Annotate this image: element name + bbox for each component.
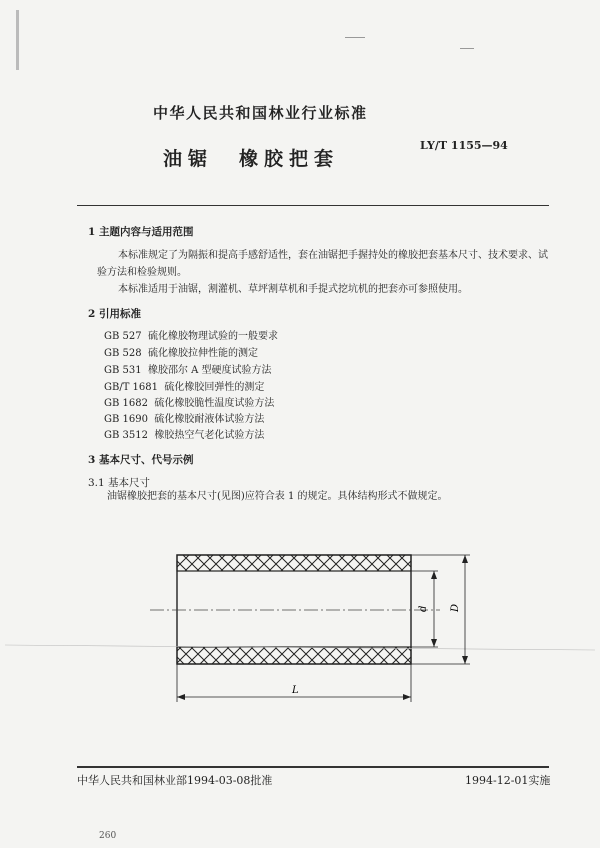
reference-name: 硫化橡胶物理试验的一般要求 xyxy=(147,331,278,342)
reference-item xyxy=(104,363,272,379)
scan-line xyxy=(5,645,595,650)
arrow-head xyxy=(462,656,468,664)
reference-item xyxy=(104,412,264,428)
inner-diameter-label: d xyxy=(418,605,429,612)
section-1-paragraph-1-line-1: 本标准规定了为隔振和提高手感舒适性，套在油锯把手握持处的橡胶把套基本尺寸、技术要求、试 xyxy=(118,250,548,261)
reference-name: 硫化橡胶脆性温度试验方法 xyxy=(154,398,275,409)
scan-mark xyxy=(345,37,365,38)
section-1-heading: 1 主题内容与适用范围 xyxy=(88,226,194,238)
section-3-heading: 3 基本尺寸、代号示例 xyxy=(88,454,194,466)
arrow-head xyxy=(462,555,468,563)
reference-name: 橡胶邵尔 A 型硬度试验方法 xyxy=(147,365,272,376)
reference-item xyxy=(104,428,264,444)
arrow-head xyxy=(431,571,437,579)
footer-rule xyxy=(77,766,549,768)
reference-item xyxy=(104,329,278,345)
reference-code: GB 3512 xyxy=(104,430,148,441)
document-title xyxy=(163,144,339,171)
outer-diameter-label: D xyxy=(450,603,461,612)
section-1-paragraph-1-line-2: 验方法和检验规则。 xyxy=(97,267,187,278)
reference-name: 硫化橡胶回弹性的测定 xyxy=(164,382,265,393)
reference-code: GB/T 1681 xyxy=(104,382,159,393)
standard-code: LY/T 1155—94 xyxy=(420,139,508,152)
header-rule xyxy=(77,205,549,206)
reference-item xyxy=(104,346,258,362)
approval-note: 中华人民共和国林业部1994-03-08批准 xyxy=(77,774,273,787)
title-part-2: 橡胶把套 xyxy=(239,148,340,170)
length-label: L xyxy=(292,685,299,696)
scan-mark xyxy=(460,48,474,49)
issuing-authority: 中华人民共和国林业行业标准 xyxy=(153,104,368,122)
sleeve-top-wall xyxy=(177,555,411,571)
reference-code: GB 528 xyxy=(104,348,142,359)
reference-code: GB 1690 xyxy=(104,414,148,425)
scan-mark xyxy=(16,10,19,70)
sleeve-outline xyxy=(177,555,411,664)
arrow-head xyxy=(403,694,411,700)
reference-code: GB 527 xyxy=(104,331,142,342)
effective-date: 1994-12-01实施 xyxy=(465,774,551,787)
sleeve-bottom-wall xyxy=(177,647,411,664)
reference-item xyxy=(104,380,264,396)
reference-code: GB 1682 xyxy=(104,398,148,409)
page-number: 260 xyxy=(99,831,117,841)
title-part-1: 油锯 xyxy=(163,148,214,170)
section-3-1-paragraph: 油锯橡胶把套的基本尺寸(见图)应符合表 1 的规定。具体结构形式不做规定。 xyxy=(107,491,448,502)
reference-item xyxy=(104,396,274,412)
reference-name: 硫化橡胶拉伸性能的测定 xyxy=(147,348,258,359)
arrow-head xyxy=(431,639,437,647)
section-2-heading: 2 引用标准 xyxy=(88,308,141,320)
arrow-head xyxy=(177,694,185,700)
section-3-1-heading: 3.1 基本尺寸 xyxy=(88,477,151,489)
section-1-paragraph-2: 本标准适用于油锯，割灌机、草坪割草机和手提式挖坑机的把套亦可参照使用。 xyxy=(118,284,468,295)
reference-code: GB 531 xyxy=(104,365,142,376)
reference-name: 橡胶热空气老化试验方法 xyxy=(154,430,265,441)
reference-name: 硫化橡胶耐液体试验方法 xyxy=(154,414,265,425)
